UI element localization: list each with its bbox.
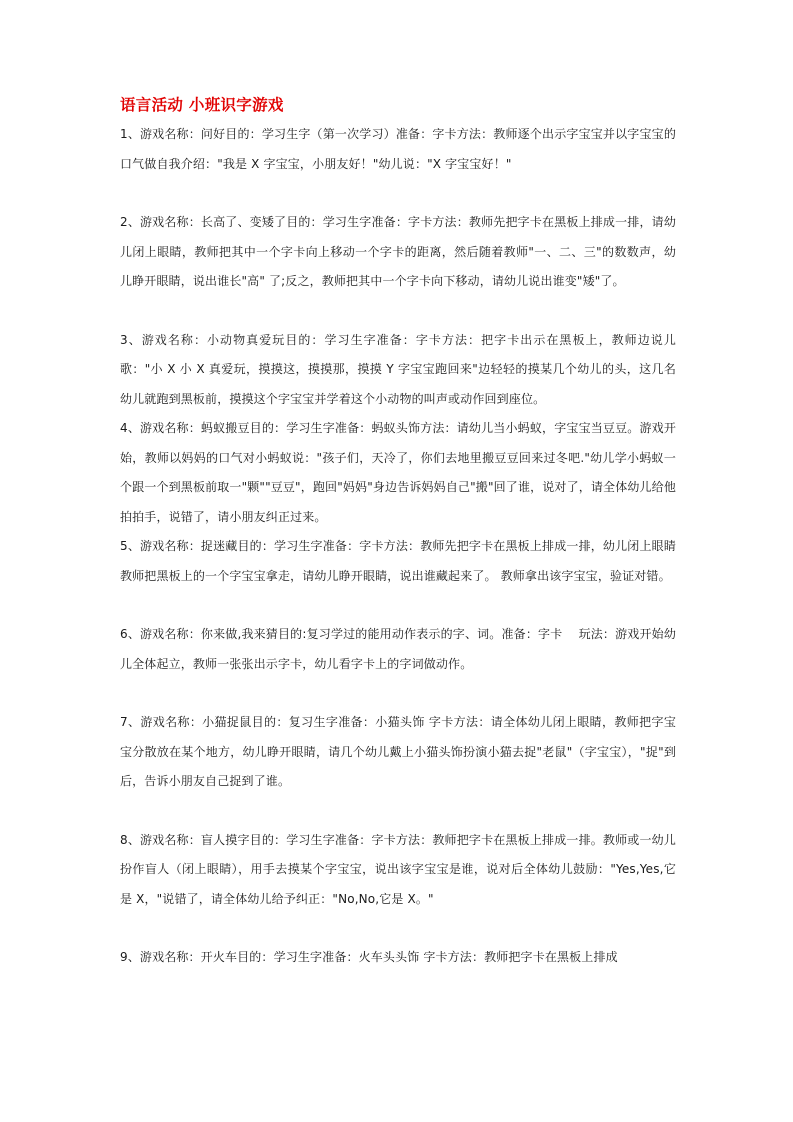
paragraph-spacer — [120, 179, 676, 208]
paragraph-spacer — [120, 297, 676, 326]
game-paragraph-2: 2、游戏名称：长高了、变矮了目的：学习生字准备：字卡方法：教师先把字卡在黑板上排成一排，请幼儿闭上眼睛，教师把其中一个字卡向上移动一个字卡的距离，然后随着教师"一、二、三"的数数声，幼儿睁开眼睛，说出谁长"高" 了;反之，教师把其中一个字卡向下移动，请幼儿说出谁变"矮"了。 — [120, 215, 676, 288]
game-paragraph-5: 5、游戏名称：捉迷藏目的：学习生字准备：字卡方法：教师先把字卡在黑板上排成一排，幼儿闭上眼睛教师把黑板上的一个字宝宝拿走，请幼儿睁开眼睛，说出谁藏起来了。 教师拿出该字宝宝，验证对错。 — [120, 539, 676, 583]
game-paragraph-6: 6、游戏名称：你来做,我来猜目的:复习学过的能用动作表示的字、词。准备：字卡 玩法：游戏开始幼儿全体起立，教师一张张出示字卡，幼儿看字卡上的字词做动作。 — [120, 627, 676, 671]
paragraph-spacer — [120, 591, 676, 620]
paragraph-spacer — [120, 914, 676, 943]
game-paragraph-7: 7、游戏名称：小猫捉鼠目的：复习生字准备：小猫头饰 字卡方法：请全体幼儿闭上眼睛，教师把字宝宝分散放在某个地方，幼儿睁开眼睛，请几个幼儿戴上小猫头饰扮演小猫去捉"老鼠"（字宝宝），"捉"到后，告诉小朋友自己捉到了谁。 — [120, 715, 676, 788]
game-paragraph-9: 9、游戏名称：开火车目的：学习生字准备：火车头头饰 字卡方法：教师把字卡在黑板上排成 — [120, 950, 618, 964]
game-list — [120, 120, 676, 973]
document-page — [120, 94, 676, 973]
document-title: 语言活动 小班识字游戏 — [120, 95, 284, 114]
game-paragraph-8: 8、游戏名称：盲人摸字目的：学习生字准备：字卡方法：教师把字卡在黑板上排成一排。教师或一幼儿扮作盲人（闭上眼睛），用手去摸某个字宝宝，说出该字宝宝是谁，说对后全体幼儿鼓励："Yes,Yes,它是 X，"说错了，请全体幼儿给予纠正："No,No,它是 X。" — [120, 832, 676, 906]
paragraph-spacer — [120, 679, 676, 708]
game-paragraph-1: 1、游戏名称：问好目的：学习生字（第一次学习）准备：字卡方法：教师逐个出示字宝宝并以字宝宝的口气做自我介绍："我是 X 字宝宝，小朋友好！"幼儿说："X 字宝宝好！" — [120, 127, 676, 171]
game-paragraph-3: 3、游戏名称：小动物真爱玩目的：学习生字准备：字卡方法：把字卡出示在黑板上，教师边说儿歌："小 X 小 X 真爱玩，摸摸这，摸摸那，摸摸 Y 字宝宝跑回来"边轻轻的摸某几个幼儿的头，这几名幼儿就跑到黑板前，摸摸这个字宝宝并学着这个小动物的叫声或动作回到座位。 — [120, 332, 676, 406]
paragraph-spacer — [120, 797, 676, 826]
game-paragraph-4: 4、游戏名称：蚂蚁搬豆目的：学习生字准备：蚂蚁头饰方法：请幼儿当小蚂蚁，字宝宝当豆豆。游戏开始，教师以妈妈的口气对小蚂蚁说："孩子们，天冷了，你们去地里搬豆豆回来过冬吧."幼儿学小蚂蚁一个跟一个到黑板前取一"颗""豆豆"，跑回"妈妈"身边告诉妈妈自己"搬"回了谁，说对了，请全体幼儿给他拍拍手，说错了，请小朋友纠正过来。 — [120, 421, 676, 524]
